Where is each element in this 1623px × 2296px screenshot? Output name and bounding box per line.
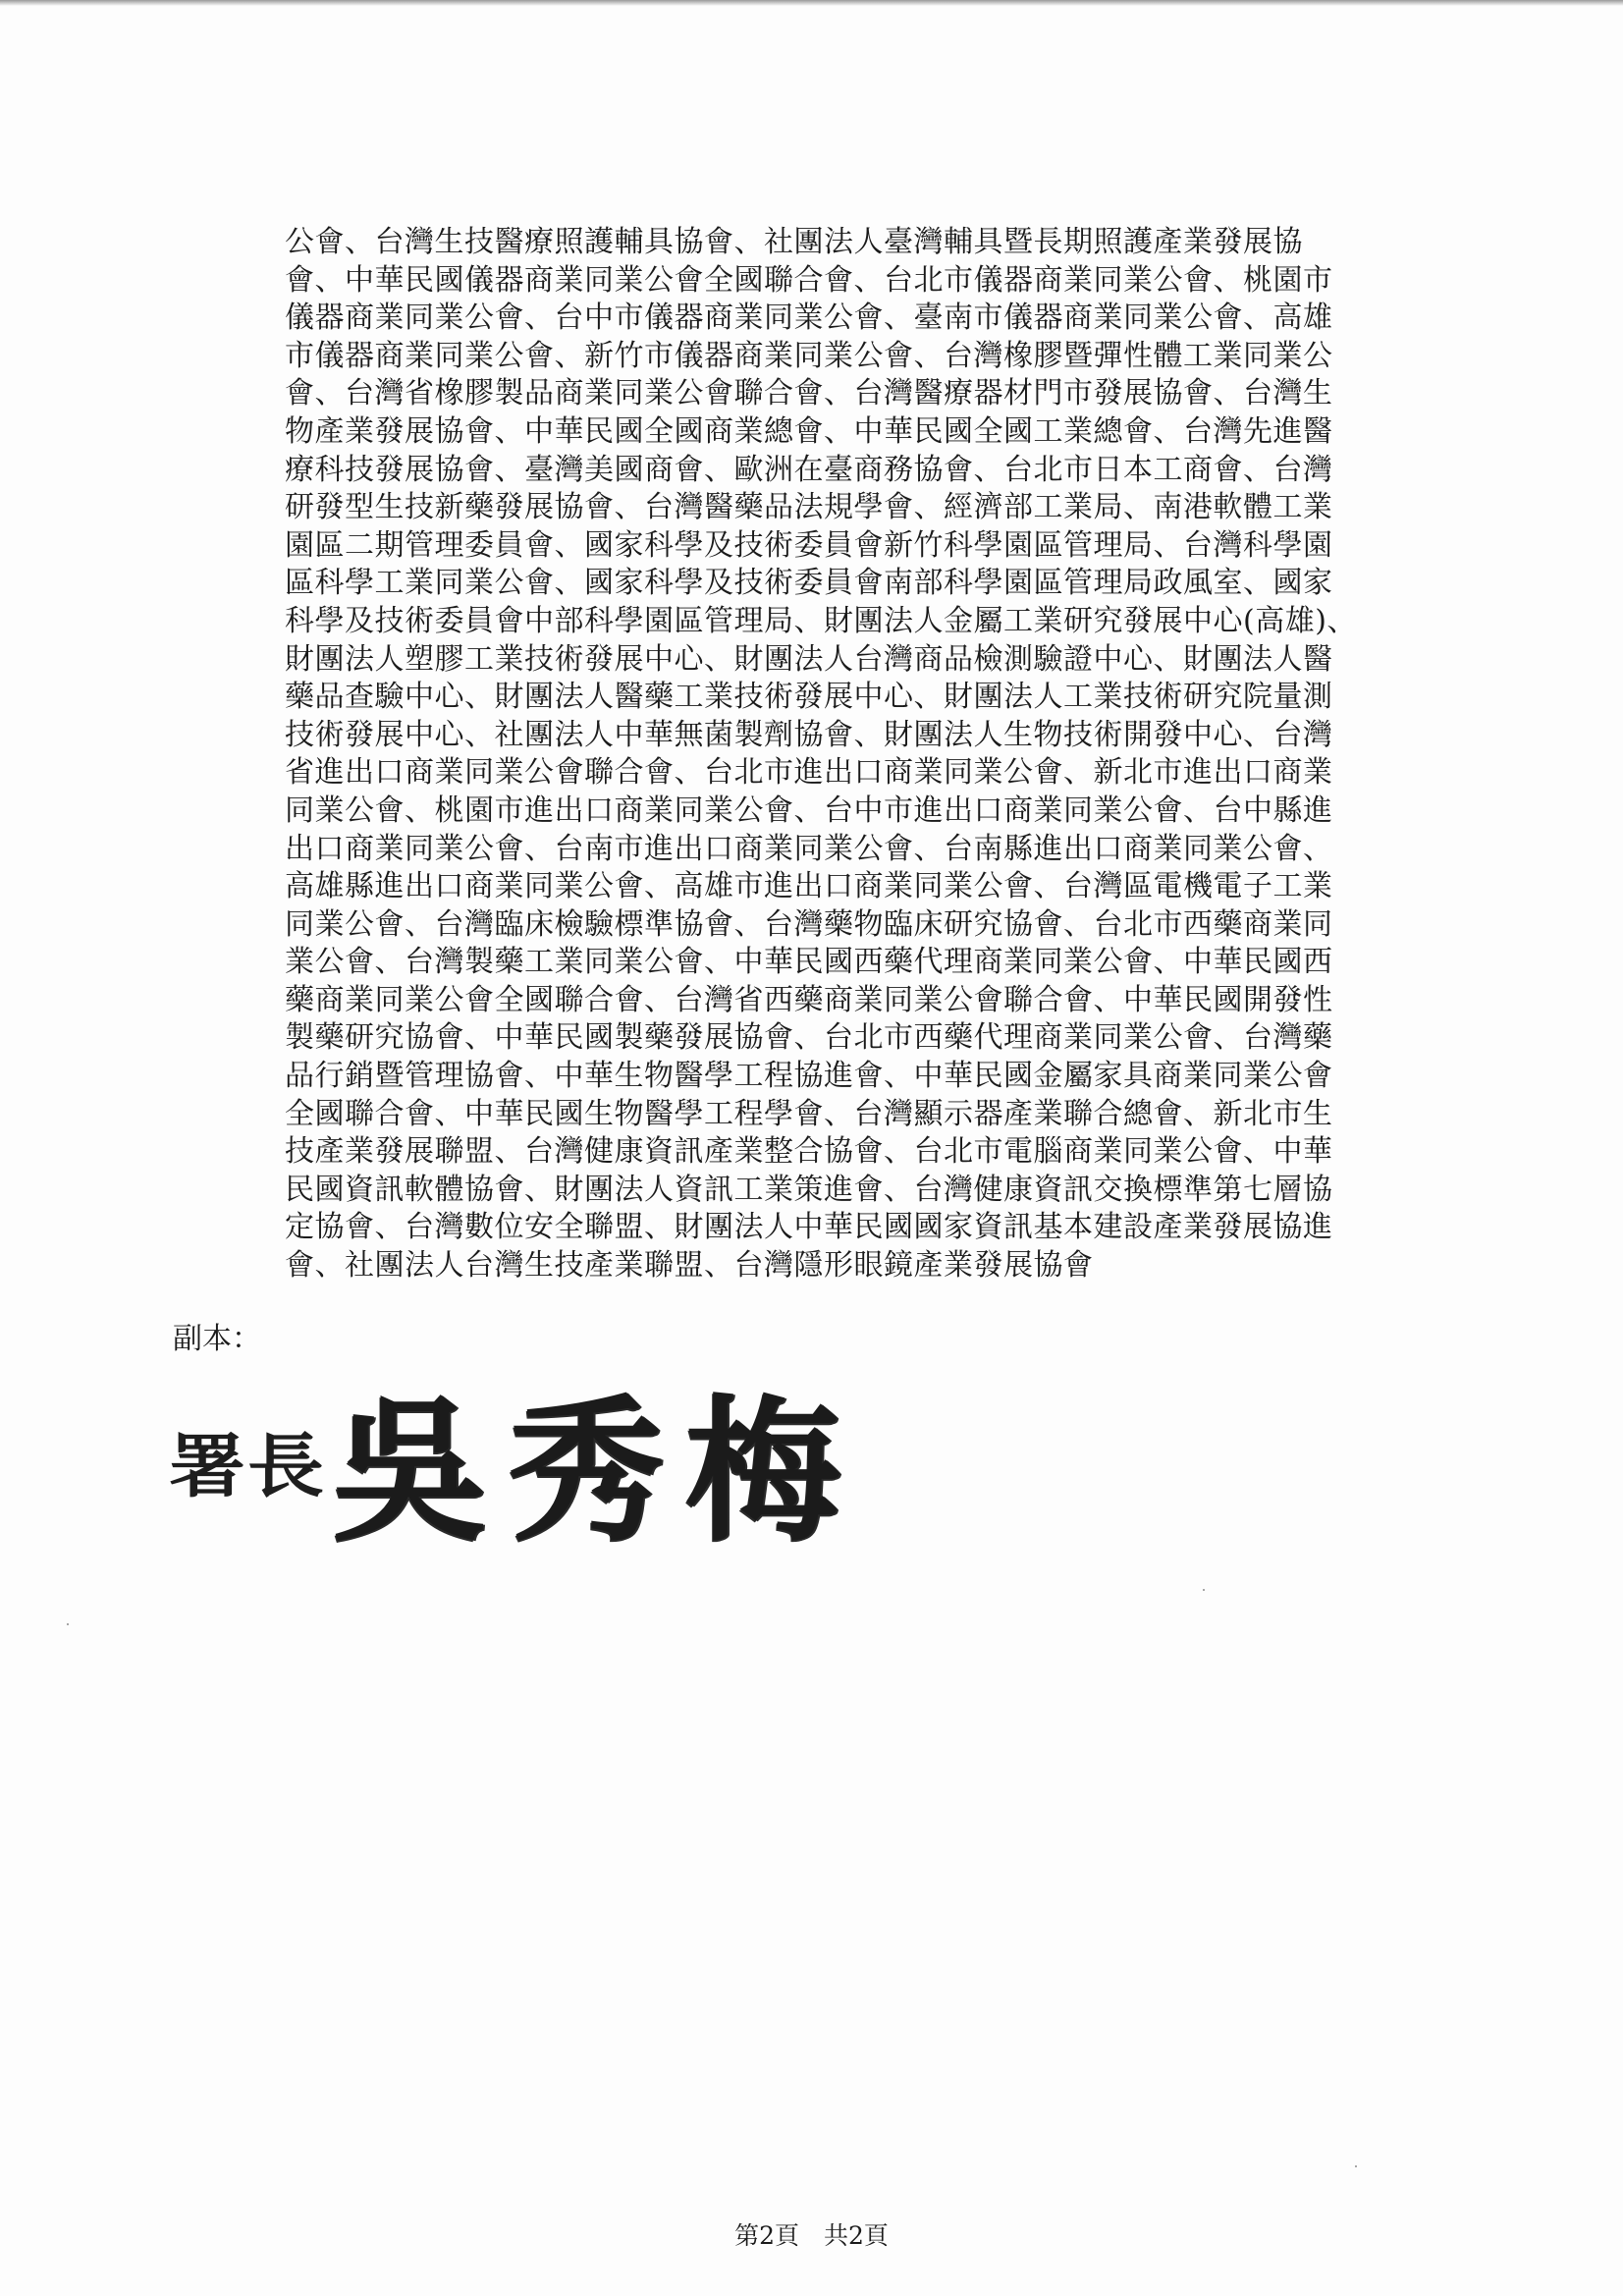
copy-label: 副本： <box>173 1322 261 1356</box>
recipient-line: 製藥研究協會、中華民國製藥發展協會、台北市西藥代理商業同業公會、台灣藥 <box>285 1020 1333 1056</box>
recipient-line: 技術發展中心、社團法人中華無菌製劑協會、財團法人生物技術開發中心、台灣 <box>285 717 1333 752</box>
signature-title: 署長 <box>169 1426 327 1507</box>
recipient-line: 技產業發展聯盟、台灣健康資訊產業整合協會、台北市電腦商業同業公會、中華 <box>285 1134 1333 1170</box>
recipient-line: 療科技發展協會、臺灣美國商會、歐洲在臺商務協會、台北市日本工商會、台灣 <box>285 452 1333 487</box>
recipient-line: 品行銷暨管理協會、中華生物醫學工程協進會、中華民國金屬家具商業同業公會 <box>285 1059 1333 1094</box>
recipient-line: 業公會、台灣製藥工業同業公會、中華民國西藥代理商業同業公會、中華民國西 <box>285 945 1333 980</box>
scan-speck <box>1203 1589 1205 1591</box>
recipient-line: 省進出口商業同業公會聯合會、台北市進出口商業同業公會、新北市進出口商業 <box>285 755 1333 791</box>
recipient-list <box>285 224 1453 1285</box>
recipient-line: 園區二期管理委員會、國家科學及技術委員會新竹科學園區管理局、台灣科學園 <box>285 527 1333 563</box>
recipient-line: 定協會、台灣數位安全聯盟、財團法人中華民國國家資訊基本建設產業發展協進 <box>285 1210 1333 1245</box>
recipient-line: 出口商業同業公會、台南市進出口商業同業公會、台南縣進出口商業同業公會、 <box>285 831 1333 866</box>
recipient-line: 全國聯合會、中華民國生物醫學工程學會、台灣顯示器產業聯合總會、新北市生 <box>285 1096 1333 1131</box>
recipient-line: 會、中華民國儀器商業同業公會全國聯合會、台北市儀器商業同業公會、桃園市 <box>285 262 1333 298</box>
recipient-line: 藥品查驗中心、財團法人醫藥工業技術發展中心、財團法人工業技術研究院量測 <box>285 680 1333 715</box>
scan-edge-shadow <box>0 0 1623 6</box>
signature-stamp <box>169 1363 895 1562</box>
recipient-line: 藥商業同業公會全國聯合會、台灣省西藥商業同業公會聯合會、中華民國開發性 <box>285 982 1333 1017</box>
recipient-line: 區科學工業同業公會、國家科學及技術委員會南部科學園區管理局政風室、國家 <box>285 566 1333 601</box>
page-number: 第2頁 共2頁 <box>734 2221 889 2250</box>
recipient-line: 同業公會、桃園市進出口商業同業公會、台中市進出口商業同業公會、台中縣進 <box>285 793 1333 828</box>
recipient-line: 同業公會、台灣臨床檢驗標準協會、台灣藥物臨床研究協會、台北市西藥商業同 <box>285 906 1333 942</box>
recipient-line: 財團法人塑膠工業技術發展中心、財團法人台灣商品檢測驗證中心、財團法人醫 <box>285 641 1333 677</box>
scan-speck <box>67 1623 69 1625</box>
scan-speck <box>1355 2165 1357 2167</box>
recipient-line: 研發型生技新藥發展協會、台灣醫藥品法規學會、經濟部工業局、南港軟體工業 <box>285 490 1333 525</box>
recipient-line: 物產業發展協會、中華民國全國商業總會、中華民國全國工業總會、台灣先進醫 <box>285 413 1333 449</box>
recipient-line: 民國資訊軟體協會、財團法人資訊工業策進會、台灣健康資訊交換標準第七層協 <box>285 1172 1333 1207</box>
signature-name: 吳秀梅 <box>332 1381 863 1562</box>
recipient-line: 市儀器商業同業公會、新竹市儀器商業同業公會、台灣橡膠暨彈性體工業同業公 <box>285 338 1333 373</box>
recipient-line: 儀器商業同業公會、台中市儀器商業同業公會、臺南市儀器商業同業公會、高雄 <box>285 301 1333 336</box>
recipient-line: 公會、台灣生技醫療照護輔具協會、社團法人臺灣輔具暨長期照護產業發展協 <box>285 225 1303 259</box>
recipient-line: 會、台灣省橡膠製品商業同業公會聯合會、台灣醫療器材門市發展協會、台灣生 <box>285 376 1333 411</box>
recipient-line: 會、社團法人台灣生技產業聯盟、台灣隱形眼鏡產業發展協會 <box>285 1248 1094 1284</box>
recipient-line: 高雄縣進出口商業同業公會、高雄市進出口商業同業公會、台灣區電機電子工業 <box>285 869 1333 904</box>
recipient-line: 科學及技術委員會中部科學園區管理局、財團法人金屬工業研究發展中心(高雄)、 <box>285 603 1357 638</box>
